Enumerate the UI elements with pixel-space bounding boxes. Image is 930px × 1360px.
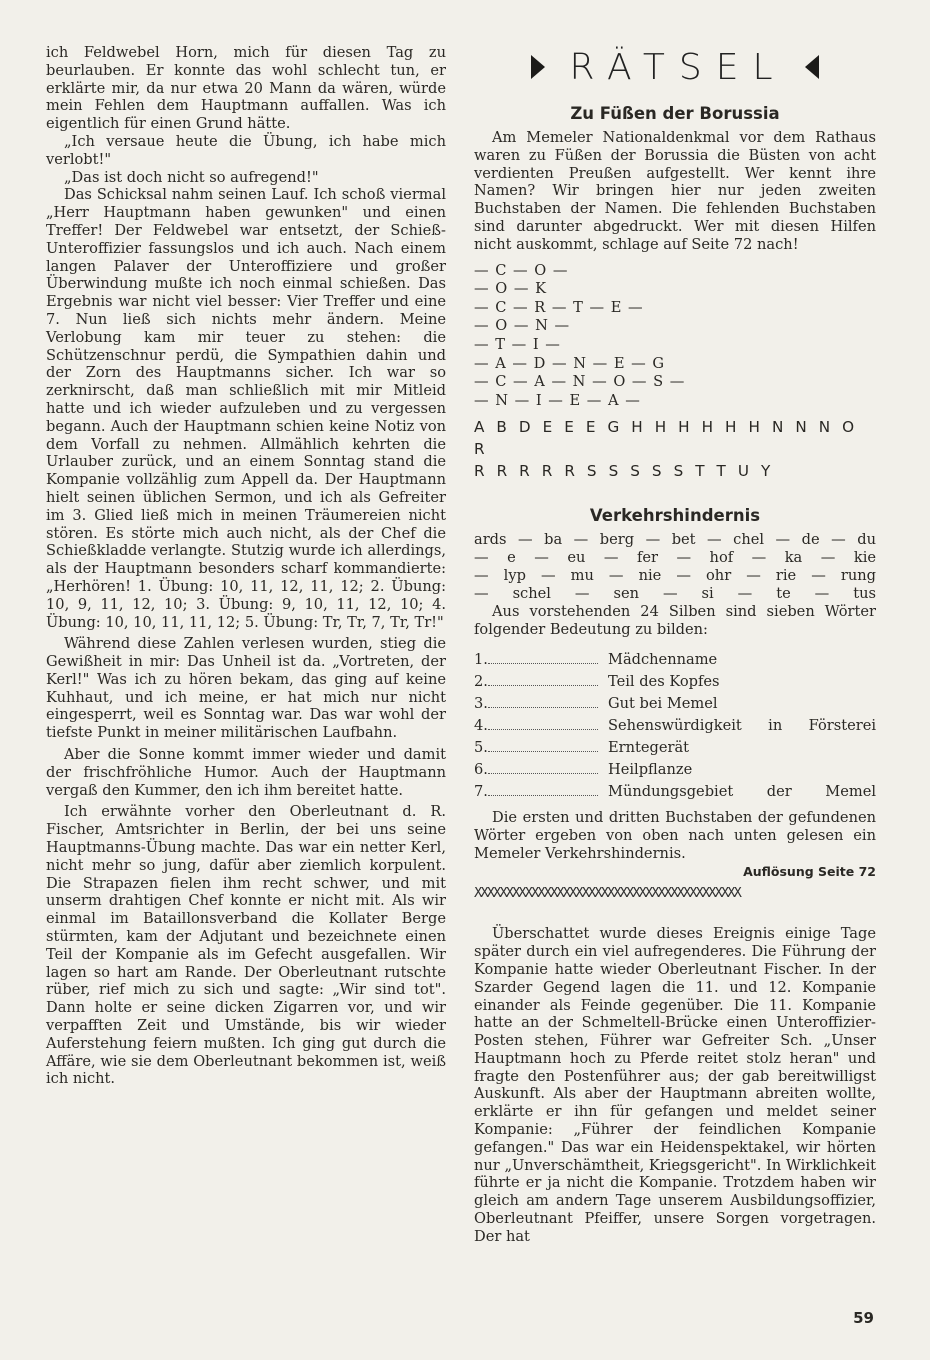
syllable-line: ards — ba — berg — bet — chel — de — du <box>474 531 876 549</box>
entry-blank <box>488 759 598 774</box>
article-paragraph: „Ich versaue heute die Übung, ich habe mich verlobt!" <box>46 132 446 168</box>
article-paragraph: Während diese Zahlen verlesen wurden, stieg die Gewißheit in mir: Das Unheil ist da. „Vortreten, der Kerl!" Was ich zu hören bekam, das ging auf keine Kuhhaut, und ich meine, er hat mich nur nicht eingesperrt, weil es Sonntag war. Das war wohl der tiefste Punkt in meiner militärischen Laufbahn. <box>46 635 446 742</box>
entry-number: 4. <box>474 716 488 734</box>
puzzle1-text: Am Memeler Nationaldenkmal vor dem Rathaus waren zu Füßen der Borussia die Büsten von acht verdienten Preußen aufgestellt. Wer kennt ihre Namen? Wir bringen hier nur jeden zweiten Buchstaben der Namen. Die fehlenden Buchstaben sind darunter abgedruckt. Wer mit diesen Hilfen nicht auskommt, schlage auf Seite 72 nach! <box>474 129 876 253</box>
article-paragraph: „Das ist doch nicht so aufregend!" <box>64 168 319 186</box>
page-number: 59 <box>853 1309 874 1327</box>
article-paragraph: ich Feldwebel Horn, mich für diesen Tag zu beurlauben. Er konnte das wohl schlecht tun, er erklärte mir, da nur etwa 20 Mann da wären, würde mein Fehlen dem Hauptmann auffallen. Was ich eigentlich für einen Grund hätte. <box>46 44 446 133</box>
left-column <box>46 44 446 1088</box>
puzzle-entry <box>474 671 876 693</box>
puzzle-line: — C — O — <box>474 261 569 279</box>
raetsel-header <box>474 44 876 90</box>
entry-definition: Gut bei Memel <box>608 694 718 712</box>
entry-number: 5. <box>474 738 488 756</box>
entry-definition: Heilpflanze <box>608 760 693 778</box>
entry-blank <box>488 649 598 664</box>
puzzle-entry <box>474 693 876 715</box>
syllable-line: — schel — sen — si — te — tus <box>474 585 876 603</box>
puzzle1-title: Zu Füßen der Borussia <box>570 104 780 123</box>
puzzle-entry <box>474 737 876 759</box>
puzzle2-outro: Die ersten und dritten Buchstaben der gefundenen Wörter ergeben von oben nach unten gelesen ein Memeler Verkehrshindernis. <box>474 808 876 862</box>
entry-blank <box>488 671 598 686</box>
article-paragraph: Das Schicksal nahm seinen Lauf. Ich schoß viermal „Herr Hauptmann haben gewunken" und einen Treffer! Der Feldwebel war entsetzt, der Schieß-Unteroffizier fassungslos und ich auch. Nach einem langen Palaver der Unteroffiziere und großer Überwindung mußte ich noch einmal schießen. Das Ergebnis war nicht viel besser: Vier Treffer und eine 7. Nun ließ sich nichts mehr ändern. Meine Verlobung kam mir teuer zu stehen: die Schützenschnur perdü, die Sympathien dahin und der Zorn des Hauptmanns sicher. Ich war so zerknirscht, daß man schließlich mit mir Mitleid hatte und ich wieder aufzuleben und zu vergessen begann. Auch der Hauptmann schien keine Notiz von dem Vorfall zu nehmen. Allmählich kehrten die Urlauber zurück, und an einem Sonntag stand die Kompanie vollzählig zum Appell da. Der Hauptmann hielt seinen üblichen Sermon, und ich als Gefreiter im 3. Glied ließ mich in meinen Träumereien nicht stören. Es störte mich auch nicht, als der Chef die Schießkladde verlangte. Stutzig wurde ich allerdings, als der Hauptmann besonders scharf kommandierte: „Herhören! 1. Übung: 10, 11, 12, 11, 12; 2. Übung: 10, 9, 11, 12, 10; 3. Übung: 9, 10, 11, 12, 10; 4. Übung: 10, 10, 11, 11, 12; 5. Übung: Tr, Tr, 7, Tr, Tr!" <box>46 186 446 631</box>
entry-blank <box>488 715 598 730</box>
entry-definition: Mündungsgebiet der Memel <box>608 782 876 800</box>
triangle-right-icon <box>531 55 545 79</box>
article-paragraph: Überschattet wurde dieses Ereignis einige Tage später durch ein viel aufregenderes. Die Führung der Kompanie hatte wieder Oberleutnant Fischer. In der Szarder Gegend lagen die 11. und 12. Kompanie einander als Feinde gegenüber. Die 11. Kompanie hatte an der Schmeltell-Brücke einen Unteroffizier-Posten stehen, Führer war Gefreiter Sch. „Unser Hauptmann hoch zu Pferde reitet stolz heran" und fragte den Postenführer aus; der gab bereitwilligst Auskunft. Als aber der Hauptmann abreiten wollte, erklärte er ihn für gefangen und meldet seiner Kompanie: „Führer der feindlichen Kompanie gefangen." Das war ein Heidenspektakel, wir hörten nur „Unverschämtheit, Kriegsgericht". In Wirklichkeit führte er ja nicht die Kompanie. Trotzdem haben wir gleich am andern Tage unserem Ausbildungsoffizier, Oberleutnant Pfeiffer, unsere Sorgen vorgetragen. Der hat <box>474 925 876 1245</box>
solution-reference: Auflösung Seite 72 <box>743 864 876 880</box>
puzzle2-intro: Aus vorstehenden 24 Silben sind sieben Wörter folgender Bedeutung zu bilden: <box>474 603 876 639</box>
puzzle2-title: Verkehrshindernis <box>589 506 761 526</box>
puzzle-line: — C — A — N — O — S — <box>474 373 686 391</box>
entry-blank <box>488 781 598 796</box>
puzzle-entry <box>474 715 876 737</box>
puzzle-line: — N — I — E — A — <box>474 391 641 409</box>
letters-line: A B D E E E G H H H H H H N N N O R <box>474 418 858 459</box>
entry-number: 3. <box>474 694 488 712</box>
article-paragraph: Aber die Sonne kommt immer wieder und damit der frischfröhliche Humor. Auch der Hauptmann vergaß den Kummer, den ich ihm bereitet hatte. <box>46 746 446 799</box>
triangle-left-icon <box>805 55 819 79</box>
puzzle-entry <box>474 759 876 781</box>
entry-definition: Teil des Kopfes <box>608 672 720 690</box>
entry-number: 6. <box>474 760 488 778</box>
puzzle-line: — O — N — <box>474 317 571 335</box>
puzzle-line: — O — K <box>474 280 547 298</box>
entry-blank <box>488 693 598 708</box>
puzzle1-lines <box>474 262 876 411</box>
entry-number: 1. <box>474 650 488 668</box>
puzzle-line: — C — R — T — E — <box>474 298 644 316</box>
entry-blank <box>488 737 598 752</box>
entry-definition: Mädchenname <box>608 650 718 668</box>
entry-number: 2. <box>474 672 488 690</box>
puzzle-entry <box>474 781 876 803</box>
puzzle-line: — A — D — N — E — G <box>474 354 666 372</box>
raetsel-title: RÄTSEL <box>569 46 787 88</box>
entry-definition: Sehenswürdigkeit in Försterei <box>608 716 876 734</box>
puzzle2-entries <box>474 649 876 803</box>
ornamental-divider: XXXXXXXXXXXXXXXXXXXXXXXXXXXXXXXXXXXXXXXXXX <box>474 887 740 900</box>
puzzle1-letters <box>474 416 876 482</box>
puzzle-entry <box>474 649 876 671</box>
syllable-line: — lyp — mu — nie — ohr — rie — rung <box>474 567 876 585</box>
entry-definition: Erntegerät <box>608 738 690 756</box>
puzzle-line: — T — I — <box>474 335 561 353</box>
syllable-line: — e — eu — fer — hof — ka — kie <box>474 549 876 567</box>
right-column <box>474 44 876 1246</box>
puzzle2-syllables <box>474 531 876 603</box>
article-paragraph: Ich erwähnte vorher den Oberleutnant d. R. Fischer, Amtsrichter in Berlin, der bei uns seine Hauptmanns-Übung machte. Das war ein netter Kerl, nicht mehr so jung, dafür aber ziemlich korpulent. Die Strapazen fielen ihm recht schwer, und mit unserm drahtigen Chef konnte er nicht mit. Als wir einmal im Bataillonsverband die Kollater Berge stürmten, kam der Adjutant und bezeichnete einen Teil der Kompanie als im Gefecht ausgefallen. Wir lagen so hart am Rande. Der Oberleutnant rutschte rüber, rief mich zu sich und sagte: „Wir sind tot". Dann holte er seine dicken Zigarren vor, und wir verpafften Zeit und Umstände, bis wir wieder Auferstehung feiern mußten. Ich ging gut durch die Affäre, wie sie dem Oberleutnant bekommen ist, weiß ich nicht. <box>46 803 446 1088</box>
entry-number: 7. <box>474 782 488 800</box>
letters-line: R R R R R S S S S S T T U Y <box>474 462 774 481</box>
